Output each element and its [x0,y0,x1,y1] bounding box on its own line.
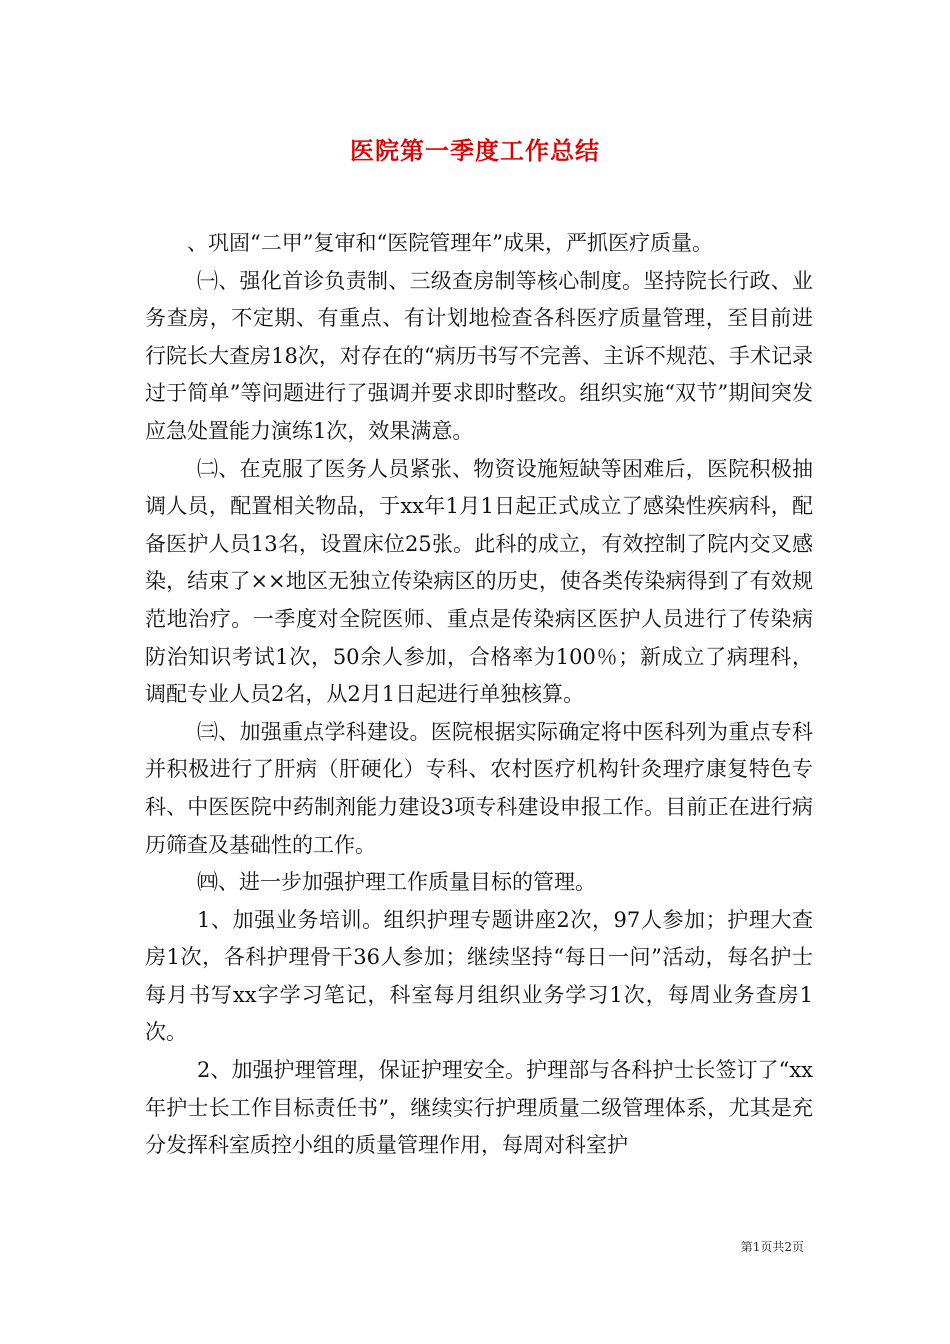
paragraph-item-3: ㈢、加强重点学科建设。医院根据实际确定将中医科列为重点专科并积极进行了肝病（肝硬化）专科、农村医疗机构针灸理疗康复特色专科、中医医院中药制剂能力建设3项专科建设申报工作。目前正在进行病历筛查及基础性的工作。 [145,719,813,857]
paragraph-item-1: ㈠、强化首诊负责制、三级查房制等核心制度。坚持院长行政、业务查房，不定期、有重点、有计划地检查各科医疗质量管理，至目前进行院长大查房18次，对存在的“病历书写不完善、主诉不规范、手术记录过于简单”等问题进行了强调并要求即时整改。组织实施“双节”期间突发应急处置能力演练1次，效果满意。 [145,268,813,443]
paragraph-item-2: ㈡、在克服了医务人员紧张、物资设施短缺等困难后，医院积极抽调人员，配置相关物品，于xx年1月1日起正式成立了感染性疾病科，配备医护人员13名，设置床位25张。此科的成立，有效控制了院内交叉感染，结束了××地区无独立传染病区的历史，使各类传染病得到了有效规范地治疗。一季度对全院医师、重点是传染病区医护人员进行了传染病防治知识考试1次，50余人参加，合格率为100％；新成立了病理科，调配专业人员2名，从2月1日起进行单独核算。 [145,456,813,707]
page-number: 第1页共2页 [740,1240,804,1254]
paragraph-subitem-2: 2、加强护理管理，保证护理安全。护理部与各科护士长签订了“xx年护士长工作目标责任书”，继续实行护理质量二级管理体系，尤其是充分发挥科室质控小组的质量管理作用，每周对科室护 [145,1058,813,1158]
section-heading-paragraph: 、巩固“二甲”复审和“医院管理年”成果，严抓医疗质量。 [187,231,713,255]
paragraph-subitem-1: 1、加强业务培训。组织护理专题讲座2次，97人参加；护理大查房1次，各科护理骨干36人参加；继续坚持“每日一问”活动，每名护士每月书写xx字学习笔记，科室每月组织业务学习1次，每周业务查房1次。 [145,907,813,1045]
paragraph-item-4: ㈣、进一步加强护理工作质量目标的管理。 [197,870,596,895]
document-title: 医院第一季度工作总结 [350,136,600,165]
document-body [145,225,813,1165]
